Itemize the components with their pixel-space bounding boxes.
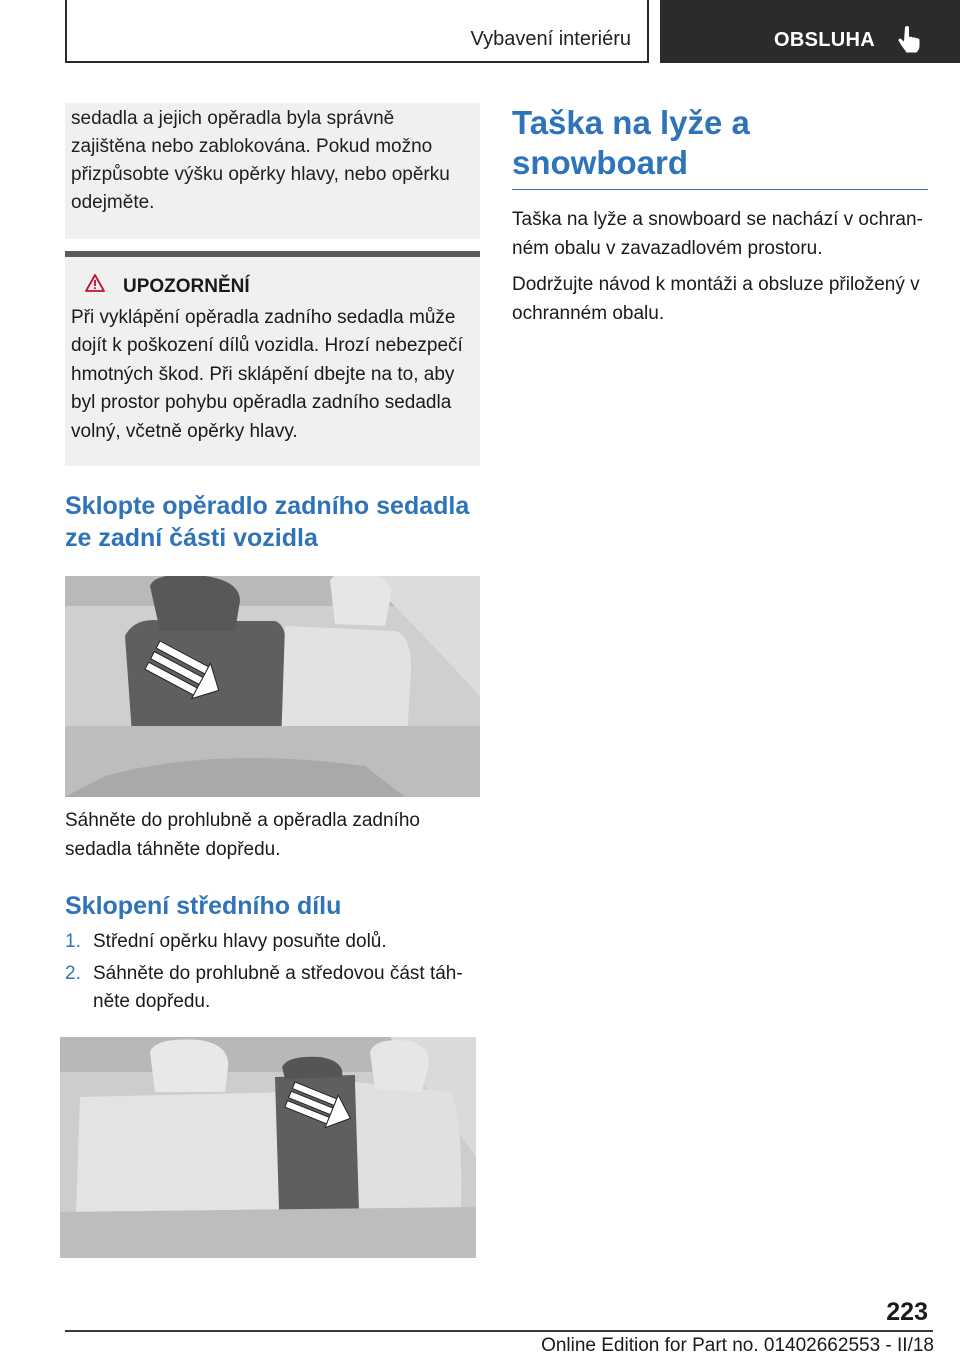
warning-title: UPOZORNĚNÍ	[123, 276, 250, 297]
list-item	[65, 928, 480, 957]
figure1-caption: Sáhněte do prohlubně a opěradla zadního sedadla táhněte dopředu.	[65, 810, 420, 860]
section-heading-ski-bag: Taška na lyže a snowboard	[512, 103, 928, 190]
step-number: 1.	[65, 931, 81, 952]
left-column	[65, 103, 480, 1258]
step-text: Sáhněte do prohlubně a středovou část táhněte dopředu.	[93, 962, 463, 1012]
section-tab	[660, 0, 960, 63]
list-item	[65, 960, 480, 1017]
hand-pointer-icon	[894, 24, 924, 54]
middle-seat-illustration	[60, 1037, 476, 1258]
right-column	[512, 103, 928, 328]
page-header	[0, 0, 960, 66]
step-text: Střední opěrku hlavy posuňte dolů.	[93, 931, 387, 952]
warning-text: Při vyklápění opěradla zadního sedadla může dojít k poškození dílů vozidla. Hrozí nebezpečí hmotných škod. Při sklápění dbejte na to, aby byl prostor pohybu opěradla zadního sedadla volný, včetně opěrky hlavy.	[71, 306, 463, 442]
ski-bag-paragraph-2: Dodržujte návod k montáži a obsluze přiložený v ochranném obalu.	[512, 274, 920, 324]
ski-bag-paragraph-1: Taška na lyže a snowboard se nachází v ochranném obalu v zavazadlovém prostoru.	[512, 209, 923, 259]
page-number: 223	[886, 1298, 928, 1326]
footer-edition: Online Edition for Part no. 01402662553 - II/18	[541, 1335, 934, 1356]
warning-header	[71, 273, 466, 302]
warning-box	[65, 251, 480, 466]
chapter-title: Vybavení interiéru	[470, 28, 631, 50]
steps-list	[65, 928, 480, 1017]
section-heading-middle-part: Sklopení středního dílu	[65, 892, 342, 920]
note-text: sedadla a jejich opěradla byla správně zajištěna nebo zablokována. Pokud možno přizpůsobte výšku opěrky hlavy, nebo opěrku odejměte.	[71, 108, 450, 213]
step-number: 2.	[65, 962, 81, 984]
section-heading-fold-rear: Sklopte opěradlo zadního sedadla ze zadní části vozidla	[65, 492, 470, 552]
note-box	[65, 103, 480, 239]
section-label: OBSLUHA	[774, 29, 875, 51]
chapter-tab	[65, 0, 649, 63]
footer-divider	[65, 1330, 933, 1332]
rear-seat-illustration	[65, 576, 480, 797]
warning-triangle-icon	[85, 273, 123, 302]
